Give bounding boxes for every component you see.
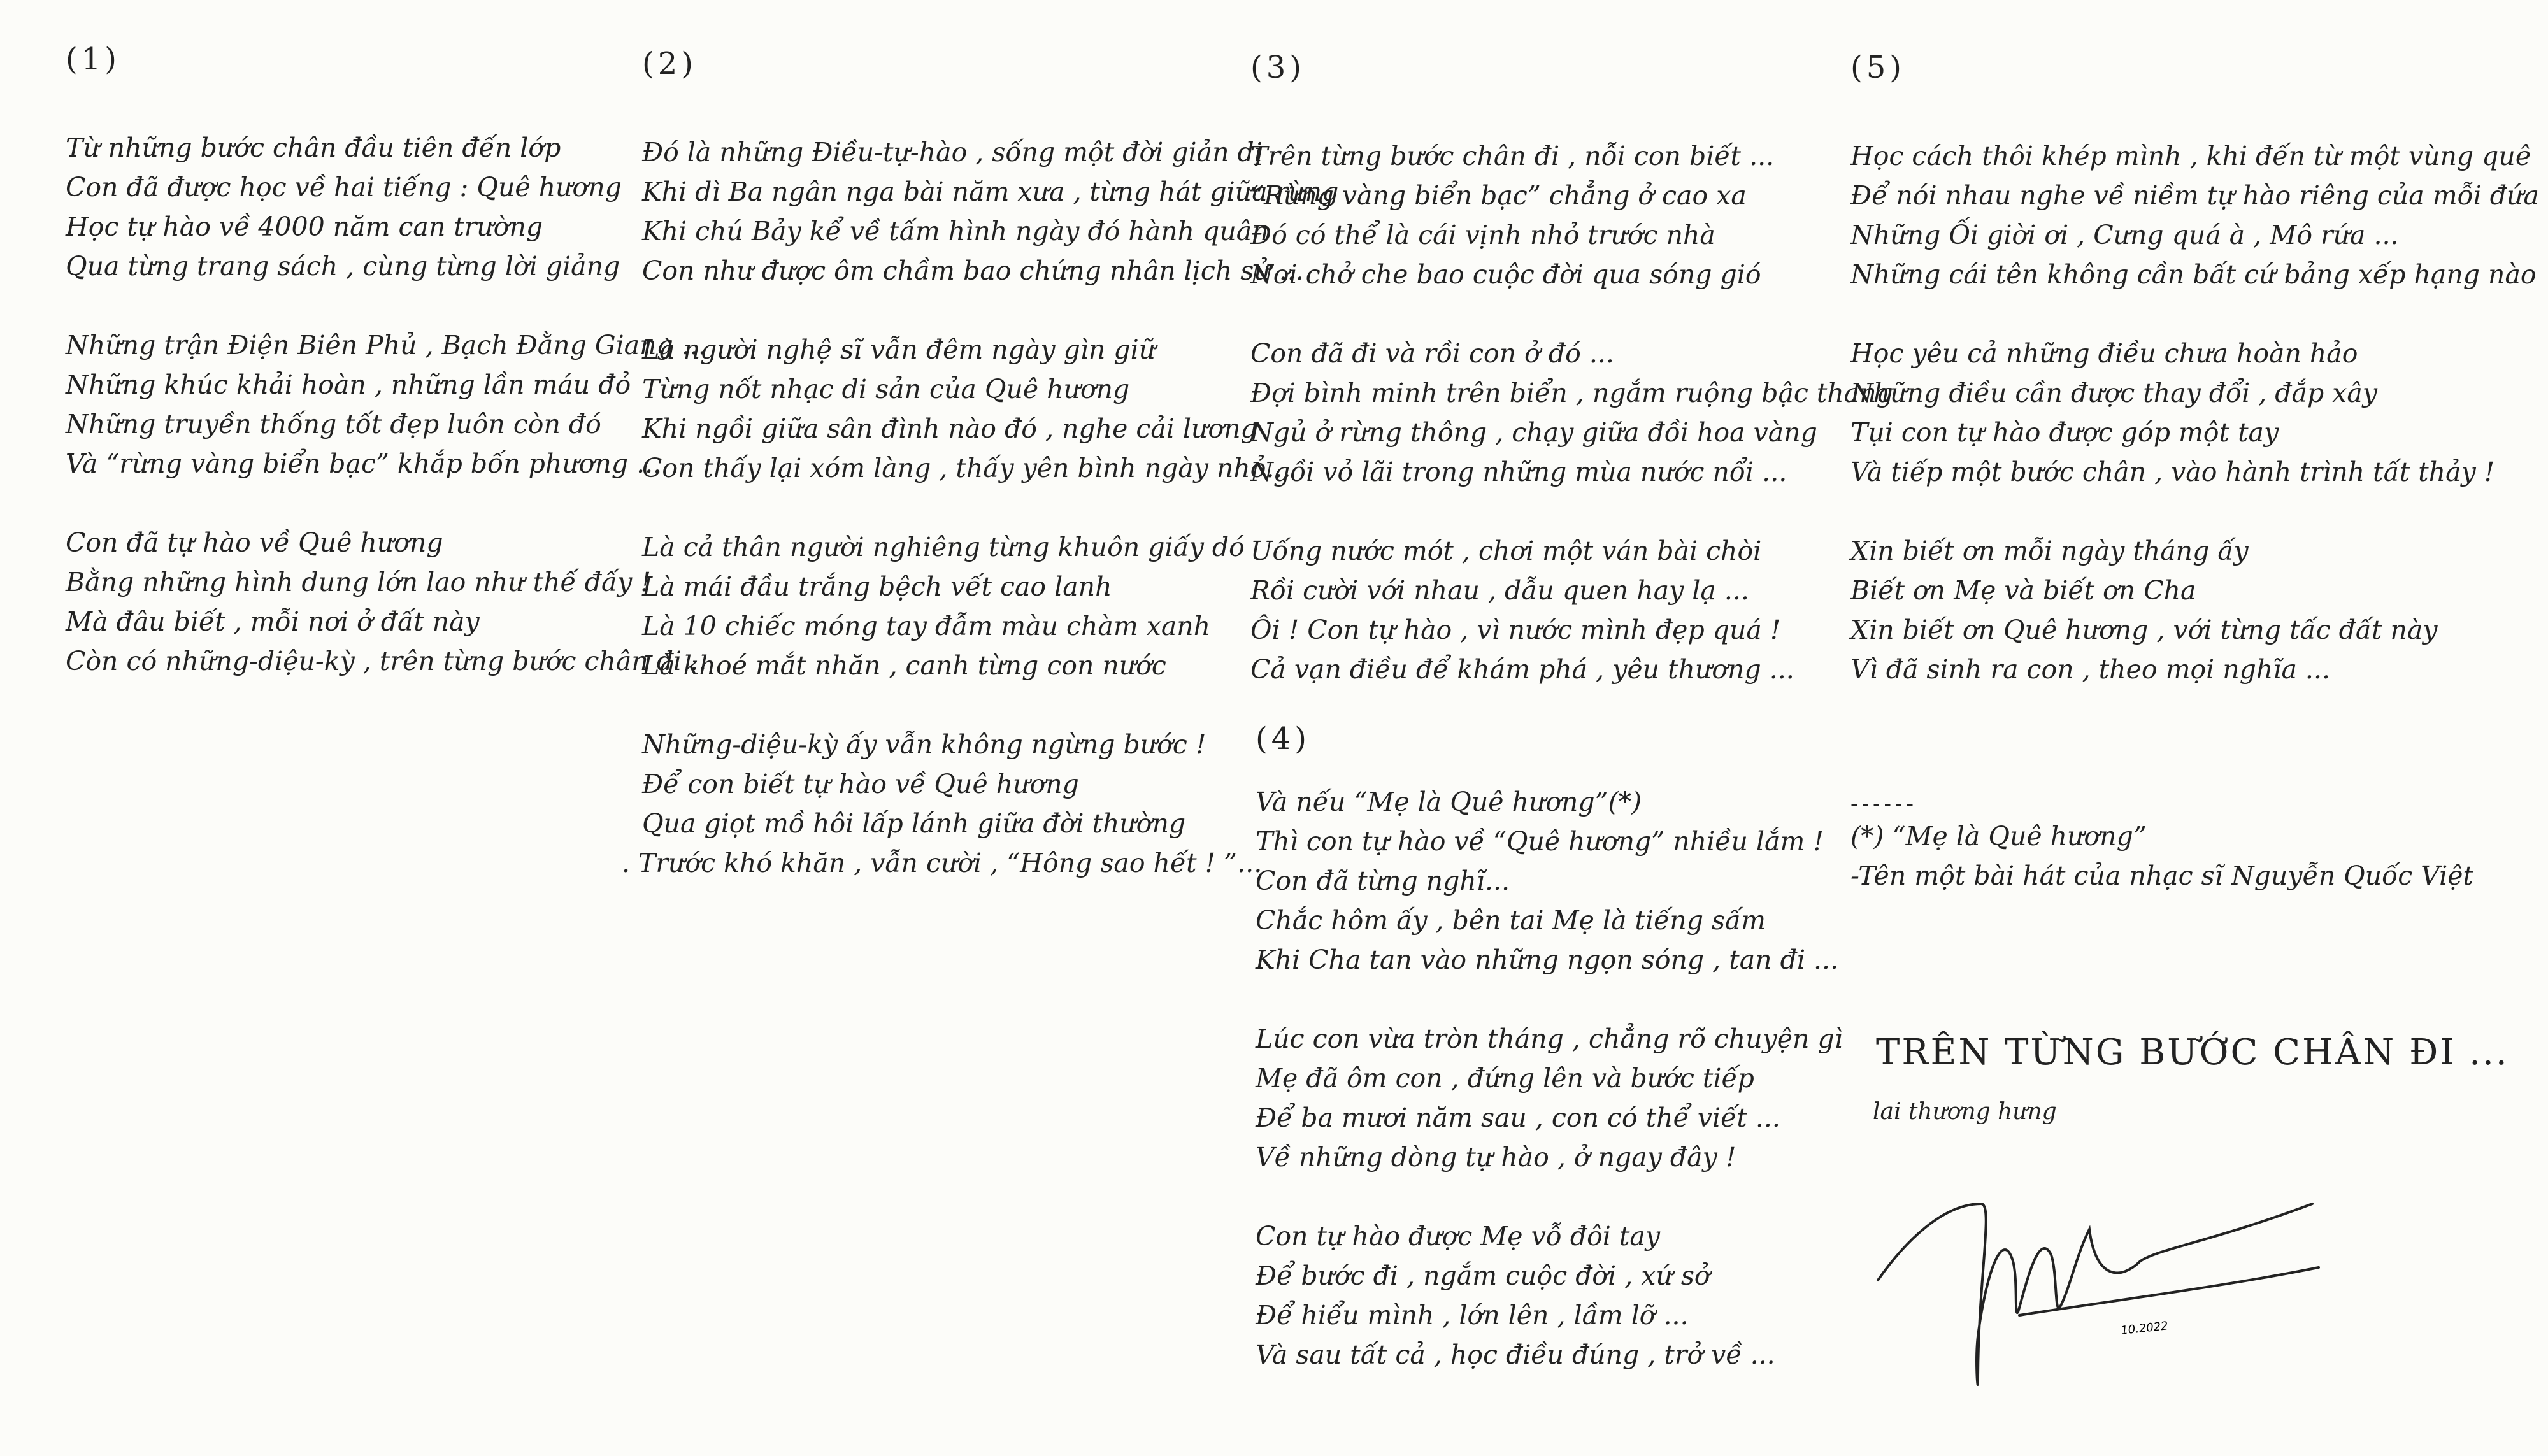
- poem-line: Chắc hôm ấy , bên tai Mẹ là tiếng sấm: [1256, 905, 1766, 936]
- poem-title: TRÊN TỪNG BƯỚC CHÂN ĐI ...: [1876, 1032, 2509, 1073]
- signature-underline: [2019, 1267, 2319, 1315]
- poem-line: Khi chú Bảy kể về tấm hình ngày đó hành quân: [642, 216, 1269, 246]
- poem-line: Là cả thân người nghiêng từng khuôn giấy dó: [642, 532, 1245, 562]
- poem-line: Mà đâu biết , mỗi nơi ở đất này: [66, 606, 480, 637]
- stanza: [1850, 531, 2539, 689]
- poem-line: Những-diệu-kỳ ấy vẫn không ngừng bước !: [642, 729, 1206, 760]
- poem-line: Những trận Điện Biên Phủ , Bạch Đằng Giang ...: [66, 330, 706, 360]
- stanza: [1250, 334, 1893, 492]
- poem-section-1: [66, 41, 706, 681]
- poem-line: “Rừng vàng biển bạc” chẳng ở cao xa: [1250, 180, 1747, 211]
- poem-line: Khi dì Ba ngân nga bài năm xưa , từng hát giữa rừng: [642, 176, 1339, 207]
- poem-line: Biết ơn Mẹ và biết ơn Cha: [1850, 575, 2196, 606]
- poem-line: Bằng những hình dung lớn lao như thế đấy !: [66, 567, 651, 597]
- poem-line: Đó có thể là cái vịnh nhỏ trước nhà: [1250, 220, 1715, 250]
- stanza: [66, 325, 706, 483]
- poem-line: Những cái tên không cần bất cứ bảng xếp hạng nào: [1850, 259, 2537, 290]
- poem-section-2: [622, 46, 1339, 883]
- poem-line: Con đã từng nghĩ...: [1256, 866, 1510, 896]
- poem-line: Thì con tự hào về “Quê hương” nhiều lắm !: [1256, 826, 1824, 857]
- poem-line: Ôi ! Con tự hào , vì nước mình đẹp quá !: [1250, 615, 1781, 645]
- section-number: (1): [66, 41, 120, 77]
- poem-line: Và sau tất cả , học điều đúng , trở về ...: [1256, 1339, 1775, 1370]
- poem-section-3: [1250, 50, 1893, 1374]
- section-number: (2): [642, 46, 697, 82]
- stanza: [642, 527, 1338, 685]
- poem-line: Là người nghệ sĩ vẫn đêm ngày gìn giữ: [642, 334, 1156, 365]
- stanza: [1850, 334, 2539, 492]
- poem-line: Con đã đi và rồi con ở đó ...: [1250, 338, 1614, 369]
- poem-line: Mẹ đã ôm con , đứng lên và bước tiếp: [1256, 1063, 1754, 1094]
- poem-line: Ngủ ở rừng thông , chạy giữa đồi hoa vàng: [1250, 417, 1817, 448]
- author-name: lai thương hưng: [1873, 1099, 2057, 1125]
- poem-line: Còn có những-diệu-kỳ , trên từng bước chân đi ..: [66, 646, 707, 676]
- poem-line: Những khúc khải hoàn , những lần máu đỏ: [66, 369, 631, 400]
- footnote-line: (*) “Mẹ là Quê hương”: [1850, 821, 2147, 852]
- signature-date: 10.2022: [2120, 1319, 2169, 1338]
- poem-line: Học cách thôi khép mình , khi đến từ một vùng quê: [1850, 141, 2531, 171]
- poem-line: Để con biết tự hào về Quê hương: [642, 769, 1079, 799]
- poem-line: Để hiểu mình , lớn lên , lầm lỡ ...: [1256, 1300, 1689, 1331]
- poem-line: Qua từng trang sách , cùng từng lời giảng: [66, 251, 620, 282]
- poem-line: Và tiếp một bước chân , vào hành trình tất thảy !: [1850, 457, 2495, 487]
- poem-line: Con như được ôm chầm bao chứng nhân lịch sử ...: [642, 255, 1304, 286]
- footnote: [1850, 791, 2539, 896]
- stanza: [1850, 136, 2539, 294]
- poem-line: Từng nốt nhạc di sản của Quê hương: [642, 374, 1130, 404]
- poem-line: Học yêu cả những điều chưa hoàn hảo: [1850, 338, 2358, 369]
- poem-line: Đợi bình minh trên biển , ngắm ruộng bậc thang: [1250, 378, 1893, 408]
- poem-line: Lúc con vừa tròn tháng , chẳng rõ chuyện gì: [1256, 1024, 1843, 1054]
- poem-line: Con đã tự hào về Quê hương: [66, 527, 443, 558]
- poem-line: Xin biết ơn Quê hương , với từng tấc đất này: [1850, 615, 2438, 645]
- section-number: (4): [1256, 721, 1310, 757]
- poem-line: Đó là những Điều-tự-hào , sống một đời giản dị: [642, 137, 1263, 168]
- stanza: [1256, 782, 1893, 980]
- stanza: [66, 523, 706, 681]
- poem-section-5: [1850, 50, 2539, 896]
- stanza: [622, 725, 1338, 883]
- poem-line: Rồi cười với nhau , dẫu quen hay lạ ...: [1250, 575, 1749, 606]
- footnote-line: -Tên một bài hát của nhạc sĩ Nguyễn Quốc Việt: [1850, 860, 2473, 891]
- poem-line: Vì đã sinh ra con , theo mọi nghĩa ...: [1850, 654, 2331, 685]
- stanza: [1256, 1019, 1893, 1177]
- poem-line: Xin biết ơn mỗi ngày tháng ấy: [1850, 536, 2249, 566]
- stanza: [66, 128, 706, 286]
- poem-line: Từ những bước chân đầu tiên đến lớp: [66, 132, 561, 163]
- poem-line: Và nếu “Mẹ là Quê hương”(*): [1256, 787, 1642, 817]
- poem-line: Khi ngồi giữa sân đình nào đó , nghe cải lương: [642, 413, 1257, 444]
- poem-line: Là khoé mắt nhăn , canh từng con nước: [642, 650, 1166, 681]
- section-number: (5): [1850, 50, 1905, 85]
- poem-line: Con đã được học về hai tiếng : Quê hương: [66, 172, 622, 203]
- poem-line: Qua giọt mồ hôi lấp lánh giữa đời thường: [642, 808, 1186, 839]
- stanza: [1256, 1217, 1893, 1374]
- poem-line: Học tự hào về 4000 năm can trường: [66, 211, 543, 242]
- signature-stroke: [1878, 1204, 2312, 1385]
- stanza: [1250, 531, 1893, 689]
- poem-line: . Trước khó khăn , vẫn cười , “Hông sao hết ! ”...: [622, 848, 1263, 878]
- poem-line: Cả vạn điều để khám phá , yêu thương ...: [1250, 654, 1794, 685]
- poem-line: Để nói nhau nghe về niềm tự hào riêng của mỗi đứa: [1850, 180, 2539, 211]
- poem-line: Uống nước mót , chơi một ván bài chòi: [1250, 536, 1762, 566]
- poem-line: Về những dòng tự hào , ở ngay đây !: [1256, 1142, 1736, 1173]
- footnote-divider: ------: [1850, 791, 1917, 817]
- poem-line: Những truyền thống tốt đẹp luôn còn đó: [66, 409, 601, 439]
- stanza: [642, 132, 1338, 290]
- poem-line: Con tự hào được Mẹ vỗ đôi tay: [1256, 1221, 1661, 1252]
- poem-line: Để ba mươi năm sau , con có thể viết ...: [1256, 1103, 1780, 1133]
- poem-line: Những Ối giời ơi , Cưng quá à , Mô rứa ...: [1850, 220, 2399, 250]
- poem-line: Trên từng bước chân đi , nỗi con biết ...: [1250, 141, 1775, 171]
- poem-line: Con thấy lại xóm làng , thấy yên bình ngày nhỏ...: [642, 453, 1291, 483]
- poem-line: Là 10 chiếc móng tay đẫm màu chàm xanh: [642, 611, 1211, 641]
- poem-line: Tụi con tự hào được góp một tay: [1850, 417, 2279, 448]
- signature: [1866, 1191, 2351, 1395]
- poem-line: Nơi chở che bao cuộc đời qua sóng gió: [1250, 259, 1761, 290]
- poem-line: Và “rừng vàng biển bạc” khắp bốn phương ...: [66, 448, 662, 479]
- poem-line: Khi Cha tan vào những ngọn sóng , tan đi ...: [1256, 945, 1839, 975]
- poem-line: Ngồi vỏ lãi trong những mùa nước nổi ...: [1250, 457, 1787, 487]
- poem-line: Là mái đầu trắng bệch vết cao lanh: [642, 571, 1112, 602]
- stanza: [642, 330, 1338, 488]
- poem-line: Những điều cần được thay đổi , đắp xây: [1850, 378, 2378, 408]
- stanza: [1250, 136, 1893, 294]
- section-number: (3): [1250, 50, 1305, 85]
- poem-line: Để bước đi , ngắm cuộc đời , xứ sở: [1256, 1260, 1710, 1291]
